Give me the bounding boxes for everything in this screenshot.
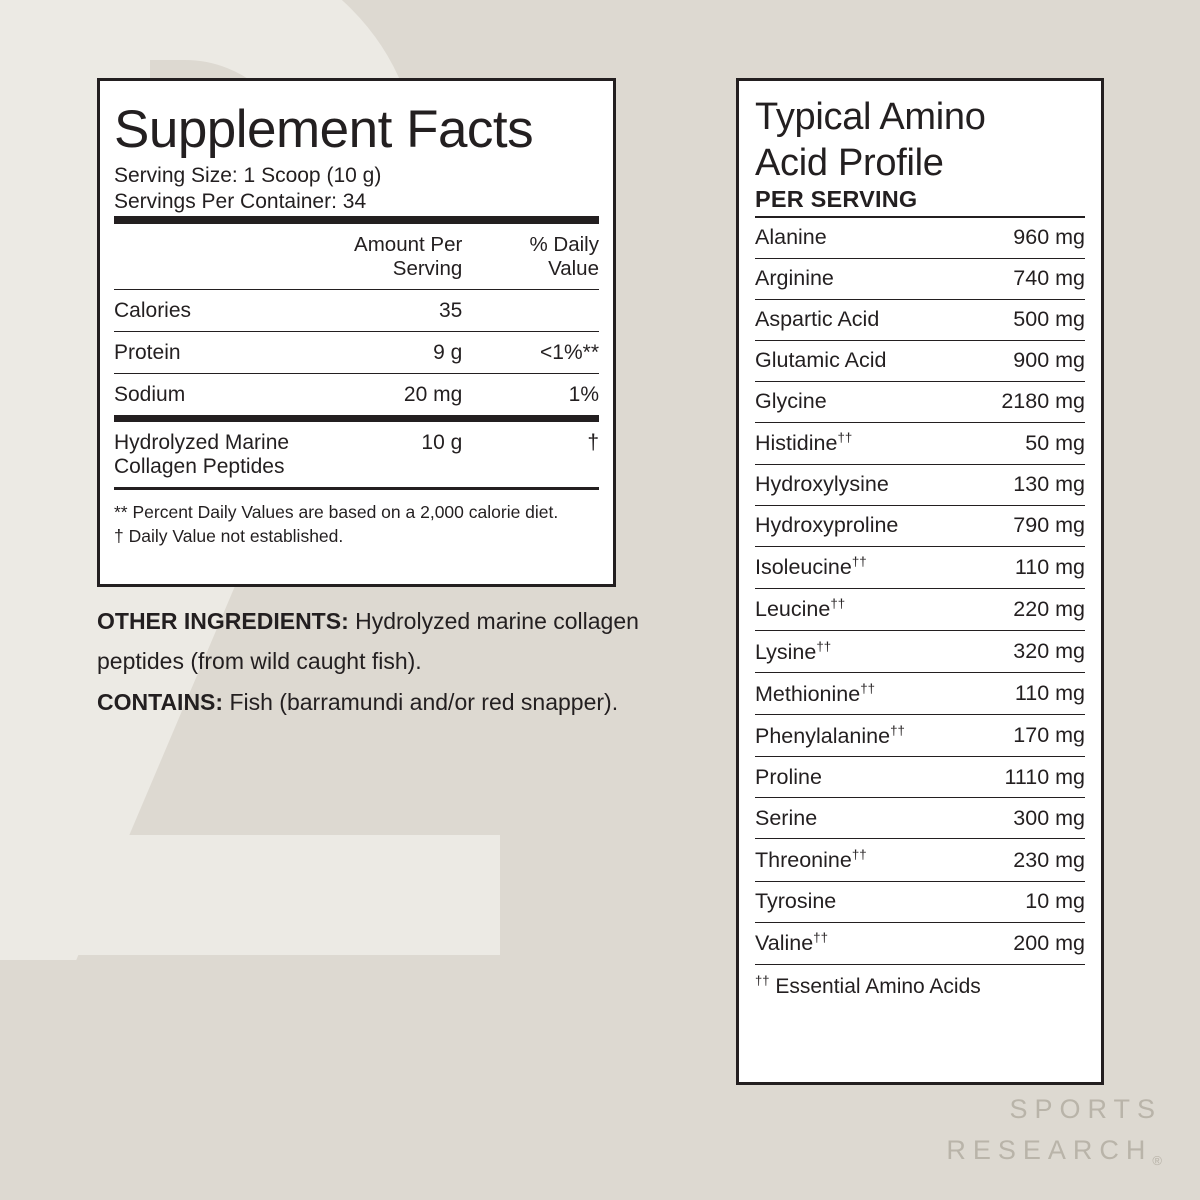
amino-footnote-marker: †† bbox=[755, 972, 770, 988]
amino-acid-name bbox=[755, 631, 967, 673]
amino-acid-name-text: Hydroxyproline bbox=[755, 513, 899, 538]
amino-acid-value: 320 mg bbox=[967, 631, 1085, 673]
amino-acid-row bbox=[755, 258, 1085, 299]
amino-footnote bbox=[755, 964, 1085, 999]
amino-acid-name bbox=[755, 299, 967, 340]
table-row bbox=[114, 289, 599, 331]
amino-acid-row bbox=[755, 217, 1085, 259]
essential-amino-marker: †† bbox=[813, 930, 828, 946]
essential-amino-marker: †† bbox=[851, 846, 867, 862]
amino-acid-row bbox=[755, 631, 1085, 673]
supplement-facts-panel bbox=[97, 78, 616, 587]
footnote-dagger: † Daily Value not established. bbox=[114, 526, 344, 547]
row-amount: 10 g bbox=[332, 418, 492, 487]
row-daily-value: † bbox=[492, 418, 599, 487]
amino-acid-row bbox=[755, 464, 1085, 505]
supplement-facts-footnotes bbox=[114, 490, 599, 550]
amino-acid-value: 1110 mg bbox=[967, 757, 1085, 798]
amino-acid-name-text: Phenylalanine bbox=[755, 723, 891, 748]
amino-acid-value: 500 mg bbox=[967, 299, 1085, 340]
row-amount: 20 mg bbox=[332, 373, 492, 418]
amino-acid-name-text: Hydroxylysine bbox=[755, 472, 889, 497]
amino-acid-name-text: Isoleucine bbox=[755, 555, 852, 580]
amino-acid-value: 130 mg bbox=[967, 464, 1085, 505]
amino-acid-name bbox=[755, 673, 967, 715]
amino-acid-row bbox=[755, 340, 1085, 381]
amino-acid-row bbox=[755, 505, 1085, 546]
other-ingredients-paragraph bbox=[97, 602, 667, 681]
amino-acid-value: 220 mg bbox=[967, 588, 1085, 630]
amino-acid-row bbox=[755, 922, 1085, 964]
amino-acid-row bbox=[755, 798, 1085, 839]
row-daily-value: 1% bbox=[492, 373, 599, 418]
essential-amino-marker: †† bbox=[890, 722, 905, 738]
row-amount: 9 g bbox=[332, 331, 492, 373]
row-daily-value bbox=[492, 289, 599, 331]
amino-acid-name-text: Proline bbox=[755, 764, 822, 789]
supplement-facts-title: Supplement Facts bbox=[114, 100, 534, 159]
amino-acid-row bbox=[755, 381, 1085, 422]
essential-amino-marker: †† bbox=[816, 638, 832, 654]
amino-subtitle: PER SERVING bbox=[755, 185, 918, 212]
brand-line-2: RESEARCH bbox=[946, 1134, 1153, 1165]
amino-acid-row bbox=[755, 299, 1085, 340]
amino-acid-name bbox=[755, 715, 967, 757]
collagen-line-1: Hydrolyzed Marine bbox=[114, 430, 290, 454]
amino-acid-value: 790 mg bbox=[967, 505, 1085, 546]
table-header-row bbox=[114, 224, 599, 290]
brand-registered-mark: ® bbox=[1152, 1152, 1162, 1168]
amino-acid-name-text: Aspartic Acid bbox=[755, 307, 880, 332]
brand-line-2-wrap bbox=[946, 1130, 1162, 1171]
header-nutrient bbox=[114, 224, 332, 290]
contains-paragraph bbox=[97, 683, 667, 723]
essential-amino-marker: †† bbox=[851, 554, 867, 570]
brand-line-1: SPORTS bbox=[1009, 1094, 1162, 1124]
amino-title-line-2: Acid Profile bbox=[755, 142, 944, 185]
amino-acid-name-text: Arginine bbox=[755, 266, 834, 291]
contains-label: CONTAINS: bbox=[97, 689, 224, 716]
servings-per-container: Servings Per Container: 34 bbox=[114, 190, 367, 214]
amino-acid-name bbox=[755, 881, 967, 922]
other-ingredients-text: Hydrolyzed marine collagen peptides (from wild caught fish). bbox=[97, 608, 639, 674]
header-daily-value: % Daily Value bbox=[529, 232, 599, 280]
amino-acid-name bbox=[755, 258, 967, 299]
amino-acid-name bbox=[755, 217, 967, 259]
amino-acid-name bbox=[755, 798, 967, 839]
row-daily-value: <1%** bbox=[492, 331, 599, 373]
amino-acid-name-text: Tyrosine bbox=[755, 889, 837, 914]
amino-footnote-text: Essential Amino Acids bbox=[775, 974, 981, 998]
serving-size: Serving Size: 1 Scoop (10 g) bbox=[114, 164, 382, 188]
essential-amino-marker: †† bbox=[837, 430, 853, 446]
header-amount-per-serving: Amount Per Serving bbox=[354, 232, 463, 280]
amino-acid-name bbox=[755, 546, 967, 588]
table-row-highlight bbox=[114, 418, 599, 487]
amino-acid-value: 740 mg bbox=[967, 258, 1085, 299]
other-ingredients-block bbox=[97, 602, 667, 725]
contains-text: Fish (barramundi and/or red snapper). bbox=[223, 689, 619, 716]
amino-acid-value: 2180 mg bbox=[967, 381, 1085, 422]
amino-acid-name-text: Serine bbox=[755, 805, 818, 830]
amino-acid-profile-panel bbox=[736, 78, 1104, 1085]
amino-acid-name bbox=[755, 505, 967, 546]
amino-acid-row bbox=[755, 757, 1085, 798]
amino-acid-row bbox=[755, 715, 1085, 757]
amino-acid-row bbox=[755, 881, 1085, 922]
row-name: Sodium bbox=[114, 373, 332, 418]
amino-acid-name-text: Lysine bbox=[755, 639, 817, 664]
amino-acid-name bbox=[755, 340, 967, 381]
table-row bbox=[114, 373, 599, 418]
amino-acid-name bbox=[755, 422, 967, 464]
amino-acid-name bbox=[755, 922, 967, 964]
amino-acid-value: 300 mg bbox=[967, 798, 1085, 839]
amino-acid-name-text: Alanine bbox=[755, 225, 827, 250]
essential-amino-marker: †† bbox=[830, 596, 846, 612]
table-row bbox=[114, 331, 599, 373]
amino-acid-name-text: Glutamic Acid bbox=[755, 348, 887, 373]
essential-amino-marker: †† bbox=[860, 680, 876, 696]
amino-acid-name-text: Valine bbox=[755, 931, 814, 956]
amino-title-line-1: Typical Amino bbox=[755, 96, 986, 138]
supplement-facts-table bbox=[114, 224, 599, 487]
amino-acid-value: 110 mg bbox=[967, 673, 1085, 715]
amino-acid-row bbox=[755, 588, 1085, 630]
amino-acid-row bbox=[755, 673, 1085, 715]
divider-thick-top bbox=[114, 216, 599, 224]
row-name: Protein bbox=[114, 331, 332, 373]
amino-acid-table bbox=[755, 216, 1085, 964]
amino-acid-row bbox=[755, 422, 1085, 464]
amino-acid-value: 170 mg bbox=[967, 715, 1085, 757]
amino-acid-name bbox=[755, 588, 967, 630]
row-name-collagen bbox=[114, 418, 332, 487]
amino-acid-value: 900 mg bbox=[967, 340, 1085, 381]
amino-acid-value: 10 mg bbox=[967, 881, 1085, 922]
amino-acid-value: 960 mg bbox=[967, 217, 1085, 259]
amino-acid-name bbox=[755, 757, 967, 798]
other-ingredients-label: OTHER INGREDIENTS: bbox=[97, 608, 349, 634]
amino-acid-name bbox=[755, 839, 967, 881]
amino-acid-value: 200 mg bbox=[967, 922, 1085, 964]
amino-acid-value: 110 mg bbox=[967, 546, 1085, 588]
amino-acid-value: 230 mg bbox=[967, 839, 1085, 881]
amino-acid-name bbox=[755, 381, 967, 422]
amino-acid-name-text: Threonine bbox=[755, 848, 852, 873]
amino-acid-name-text: Histidine bbox=[755, 431, 838, 456]
amino-acid-row bbox=[755, 839, 1085, 881]
amino-acid-row bbox=[755, 546, 1085, 588]
row-name: Calories bbox=[114, 289, 332, 331]
collagen-line-2: Collagen Peptides bbox=[114, 454, 285, 478]
amino-acid-name-text: Glycine bbox=[755, 389, 827, 414]
footnote-daily-value-basis: ** Percent Daily Values are based on a 2,000 calorie diet. bbox=[114, 501, 559, 522]
brand-logo bbox=[946, 1089, 1162, 1170]
amino-acid-name bbox=[755, 464, 967, 505]
row-amount: 35 bbox=[332, 289, 492, 331]
amino-acid-value: 50 mg bbox=[967, 422, 1085, 464]
amino-acid-name-text: Methionine bbox=[755, 681, 861, 706]
amino-acid-name-text: Leucine bbox=[755, 597, 831, 622]
